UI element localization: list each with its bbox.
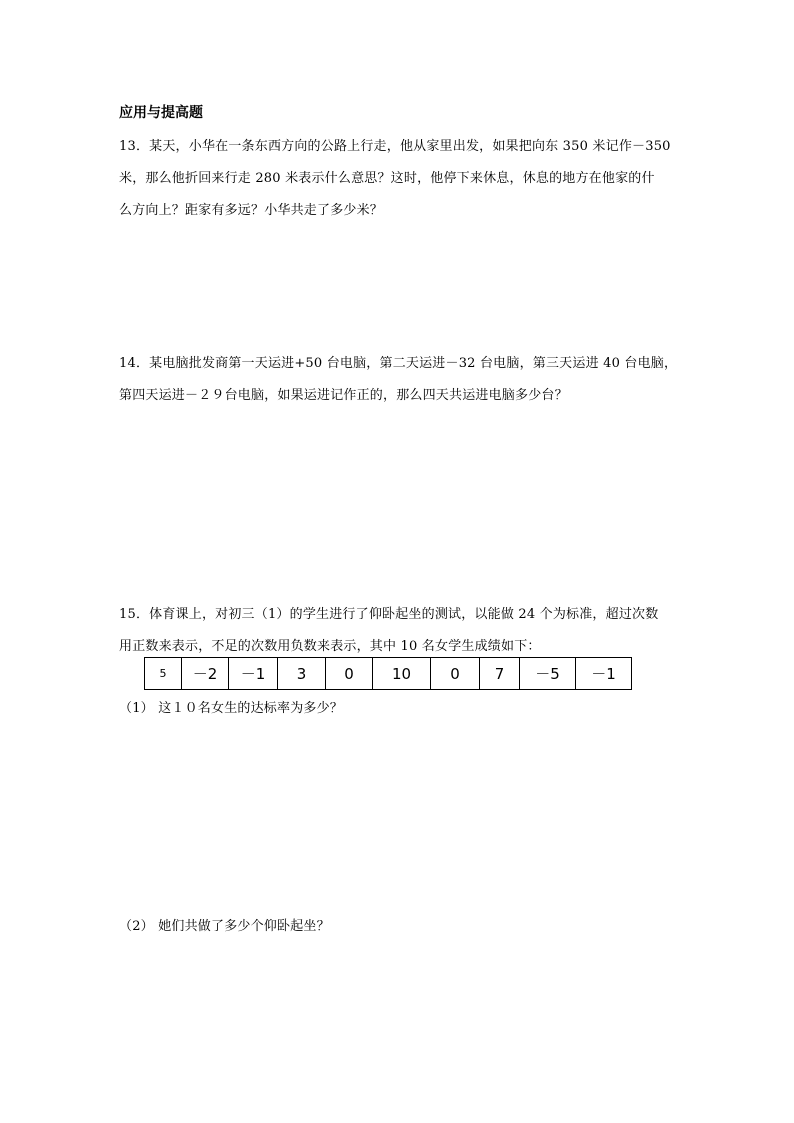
score-cell: 5 [145, 658, 182, 690]
score-cell: 7 [480, 658, 520, 690]
score-cell: －1 [229, 658, 278, 690]
scores-table [144, 657, 632, 690]
score-cell: 10 [373, 658, 431, 690]
score-cell: －5 [520, 658, 576, 690]
q14-line-1: 14．某电脑批发商第一天运进+50 台电脑，第二天运进－32 台电脑，第三天运进 40 台电脑， [119, 356, 678, 371]
q15-sub-question-1: （1） 这１０名女生的达标率为多少？ [119, 701, 344, 716]
scores-row [145, 658, 632, 690]
score-cell: 0 [326, 658, 373, 690]
q13-line-3: 么方向上？距家有多远？小华共走了多少米？ [119, 203, 384, 218]
q14-line-2: 第四天运进－２９台电脑，如果运进记作正的，那么四天共运进电脑多少台？ [119, 388, 568, 403]
q13-line-1: 13．某天，小华在一条东西方向的公路上行走，他从家里出发，如果把向东 350 米记作－350 [119, 139, 671, 154]
q15-line-1: 15．体育课上，对初三（1）的学生进行了仰卧起坐的测试，以能做 24 个为标准，超过次数 [119, 607, 659, 622]
q13-line-2: 米，那么他折回来行走 280 米表示什么意思？这时，他停下来休息，休息的地方在他家的什 [119, 171, 655, 186]
section-title: 应用与提高题 [119, 105, 203, 121]
score-cell: 0 [431, 658, 480, 690]
score-cell: 3 [278, 658, 326, 690]
score-cell: －2 [182, 658, 229, 690]
score-cell: －1 [576, 658, 632, 690]
q15-sub-question-2: （2） 她们共做了多少个仰卧起坐？ [119, 919, 330, 934]
q15-line-2: 用正数来表示，不足的次数用负数来表示，其中 10 名女学生成绩如下： [119, 639, 541, 654]
